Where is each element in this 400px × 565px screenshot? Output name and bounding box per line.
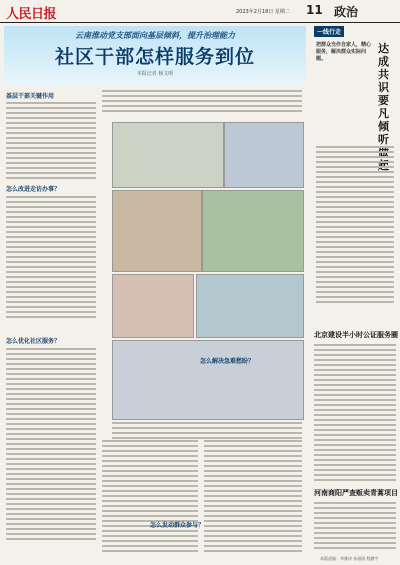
newspaper-logo: 人民日报 (6, 7, 57, 22)
page-number: 11 (306, 3, 323, 17)
side-tag: 一线行走 (314, 26, 344, 37)
subhead-2: 怎么改进走访办事？ (6, 186, 61, 193)
photo-building (112, 190, 202, 272)
text-column-2 (6, 196, 96, 321)
photo-service-desk (112, 122, 224, 188)
photo-street (202, 190, 304, 272)
story-2-text (314, 344, 396, 484)
byline: 本报记者 杨文明 (136, 71, 174, 77)
story-3-text (314, 502, 396, 552)
issue-date: 2023年2月18日 星期二 (236, 9, 290, 15)
kicker: 云南推动党支部面向基层倾斜，提升治理能力 (75, 30, 235, 40)
caption-block (112, 422, 302, 442)
story-2-headline: 北京建设半小时公证服务圈 (314, 330, 398, 339)
masthead (0, 0, 400, 23)
section-name: 政治 (334, 5, 359, 19)
side-commentary (314, 26, 396, 316)
text-column-3 (6, 348, 96, 543)
photo-office (224, 122, 304, 188)
story-3-headline: 河南商阳严查贩卖青蒿项目 (314, 488, 398, 497)
subhead-3: 怎么解决急难愁盼？ (200, 358, 255, 365)
text-column-5 (204, 440, 302, 555)
subhead-1: 基层干部关键作用 (6, 93, 55, 100)
page-footer: 本版责编：李雅诗 孙丽丽 程鹏宇 (320, 556, 379, 561)
photo-community (196, 274, 304, 338)
photo-children (112, 274, 194, 338)
text-column-1 (6, 102, 96, 182)
side-title: 达成共识要凡倾听 (378, 42, 389, 146)
side-text (316, 146, 394, 306)
photo-volunteers (112, 340, 304, 420)
subhead-4: 怎么优化社区服务？ (6, 338, 61, 345)
text-column-4 (102, 440, 198, 555)
headline-banner (4, 26, 306, 86)
text-column-top (102, 90, 302, 115)
subhead-5: 怎么发动群众参与？ (150, 522, 205, 529)
side-quote: 把群众当作自家人，精心服务，解决群众实际问题。 (316, 42, 372, 62)
main-headline: 社区干部怎样服务到位 (54, 46, 255, 68)
